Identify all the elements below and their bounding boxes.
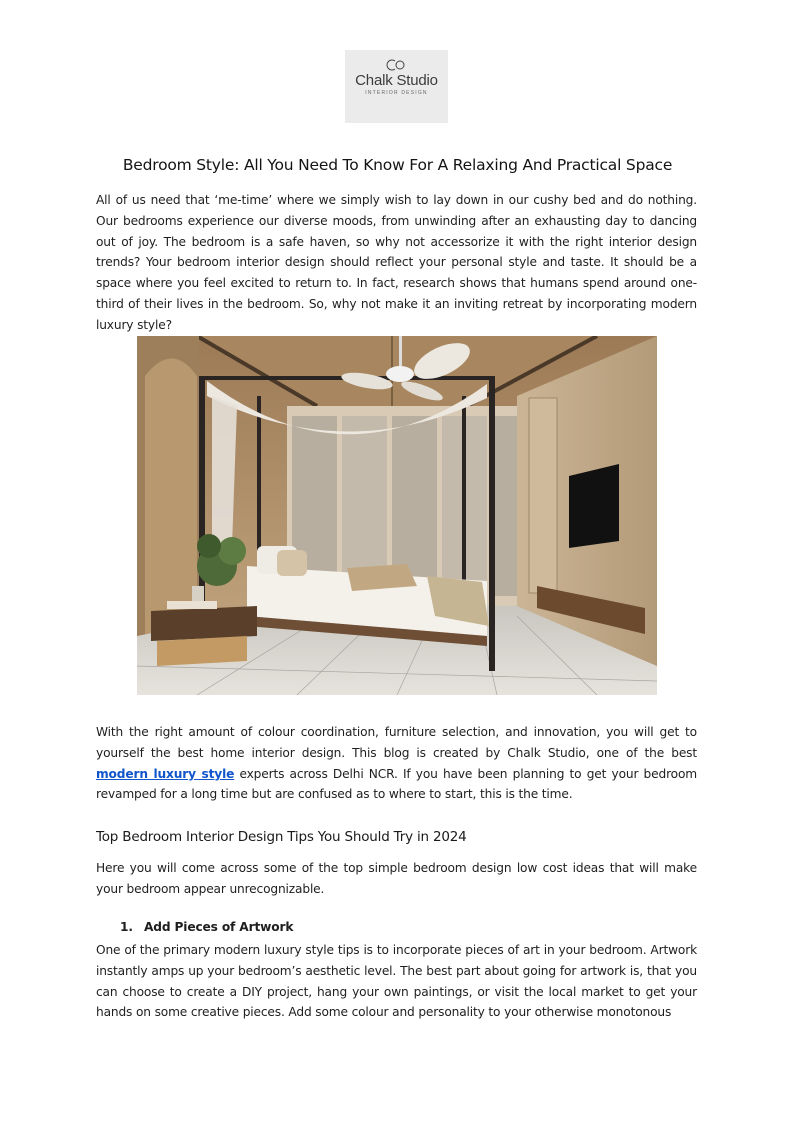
paragraph-text-before-link: With the right amount of colour coordination, furniture selection, and innovation, you will get to yourself the best home interior design. This blog is created by Chalk Studio, one of the best xyxy=(96,725,697,760)
list-item-number: 1. xyxy=(120,920,133,934)
logo-name: Chalk Studio xyxy=(355,72,438,89)
section-intro-paragraph: Here you will come across some of the top simple bedroom design low cost ideas that will make your bedroom appear unrecognizable. xyxy=(96,861,697,896)
bedroom-hero-image xyxy=(137,336,657,695)
list-item-title: Add Pieces of Artwork xyxy=(144,920,294,934)
modern-luxury-style-link[interactable]: modern luxury style xyxy=(96,766,235,781)
logo-tagline: INTERIOR DESIGN xyxy=(365,90,428,96)
section-heading: Top Bedroom Interior Design Tips You Should Try in 2024 xyxy=(96,829,467,845)
bedroom-illustration xyxy=(137,336,657,695)
paragraph-text-after-link: experts across Delhi NCR. If you have been planning to get your bedroom revamped for a long time but are confused as to where to start, this is the time. xyxy=(96,766,697,802)
artwork-paragraph: One of the primary modern luxury style tips is to incorporate pieces of art in your bedroom. Artwork instantly amps up your bedroom’s aesthetic level. The best part about going for artwork is, that you can choose to create a DIY project, hang your own paintings, or visit the local market to get your hands on some creative pieces. Add some colour and personality to your otherwise monotonous xyxy=(96,943,697,1020)
intro-paragraph: All of us need that ‘me-time’ where we simply wish to lay down in our cushy bed and do nothing. Our bedrooms experience our diverse moods, from unwinding after an exhausting day to dancing out of joy. The bedroom is a safe haven, so why not accessorize it with the right interior design trends? Your bedroom interior design should reflect your personal style and taste. It should be a space where you feel excited to return to. In fact, research shows that humans spend around one-third of their lives in the bedroom. So, why not make it an inviting retreat by incorporating modern luxury style? xyxy=(96,193,697,332)
chalk-studio-monogram-icon xyxy=(386,58,408,72)
design-intro-paragraph xyxy=(96,722,697,805)
brand-logo xyxy=(345,50,448,123)
list-item-heading xyxy=(120,920,293,934)
page-title: Bedroom Style: All You Need To Know For A Relaxing And Practical Space xyxy=(122,156,673,174)
